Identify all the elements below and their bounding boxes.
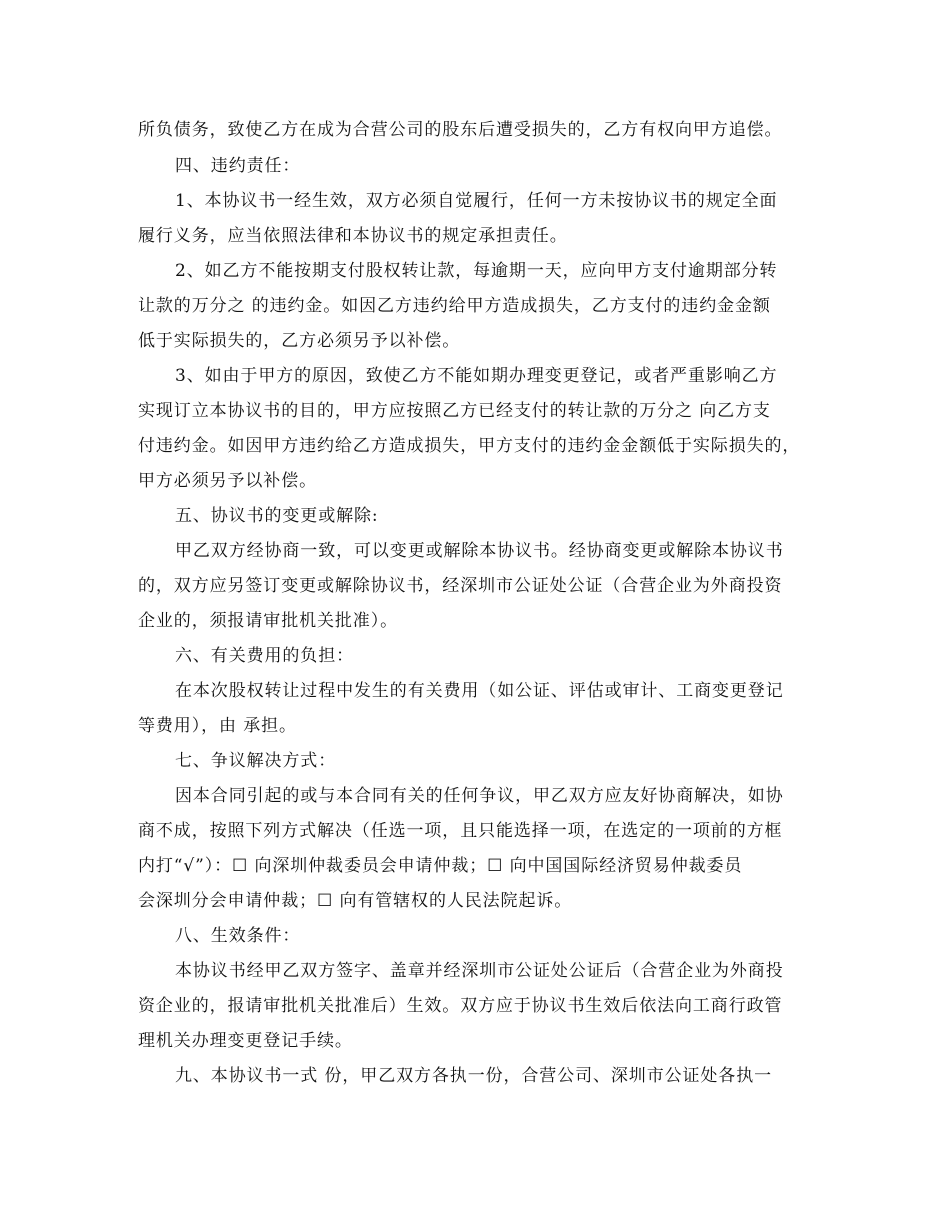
paragraph-line: 商不成，按照下列方式解决（任选一项，且只能选择一项，在选定的一项前的方框: [138, 821, 783, 841]
paragraph-line: 企业的，须报请审批机关批准）。: [138, 611, 398, 631]
paragraph-line: 会深圳分会申请仲裁；☐ 向有管辖权的人民法院起诉。: [138, 891, 573, 911]
paragraph-line: 让款的万分之 的违约金。如因乙方违约给甲方造成损失，乙方支付的违约金金额: [138, 296, 771, 316]
paragraph-line: 等费用），由 承担。: [138, 716, 297, 736]
section-heading: 七、争议解决方式：: [175, 751, 337, 771]
paragraph-line: 低于实际损失的，乙方必须另予以补偿。: [138, 331, 461, 351]
paragraph-line: 内打“√”）：☐ 向深圳仲裁委员会申请仲裁；☐ 向中国国际经济贸易仲裁委员: [138, 856, 743, 876]
paragraph-line: 2、如乙方不能按期支付股权转让款，每逾期一天，应向甲方支付逾期部分转: [175, 261, 778, 281]
paragraph-line: 九、本协议书一式 份，甲乙双方各执一份，合营公司、深圳市公证处各执一: [175, 1066, 773, 1086]
paragraph-line: 所负债务，致使乙方在成为合营公司的股东后遭受损失的，乙方有权向甲方追偿。: [138, 120, 783, 140]
paragraph-line: 1、本协议书一经生效，双方必须自觉履行，任何一方未按协议书的规定全面: [175, 191, 778, 211]
section-heading: 八、生效条件：: [175, 926, 301, 946]
paragraph-line: 资企业的，报请审批机关批准后）生效。双方应于协议书生效后依法向工商行政管: [138, 996, 783, 1016]
paragraph-line: 因本合同引起的或与本合同有关的任何争议，甲乙双方应友好协商解决，如协: [175, 786, 784, 806]
paragraph-line: 甲方必须另予以补偿。: [138, 471, 317, 491]
section-heading: 四、违约责任：: [175, 156, 301, 176]
section-heading: 五、协议书的变更或解除:: [175, 506, 379, 526]
paragraph-line: 付违约金。如因甲方违约给乙方造成损失，甲方支付的违约金金额低于实际损失的，: [138, 436, 801, 456]
paragraph-line: 理机关办理变更登记手续。: [138, 1031, 353, 1051]
section-heading: 六、有关费用的负担：: [175, 646, 354, 666]
paragraph-line: 履行义务，应当依照法律和本协议书的规定承担责任。: [138, 226, 568, 246]
paragraph-line: 实现订立本协议书的目的，甲方应按照乙方已经支付的转让款的万分之 向乙方支: [138, 401, 771, 421]
paragraph-line: 本协议书经甲乙双方签字、盖章并经深圳市公证处公证后（合营企业为外商投: [175, 961, 784, 981]
paragraph-line: 在本次股权转让过程中发生的有关费用（如公证、评估或审计、工商变更登记: [175, 681, 784, 701]
paragraph-line: 的，双方应另签订变更或解除协议书，经深圳市公证处公证（合营企业为外商投资: [138, 576, 783, 596]
paragraph-line: 甲乙双方经协商一致，可以变更或解除本协议书。经协商变更或解除本协议书: [175, 541, 784, 561]
paragraph-line: 3、如由于甲方的原因，致使乙方不能如期办理变更登记，或者严重影响乙方: [175, 366, 778, 386]
